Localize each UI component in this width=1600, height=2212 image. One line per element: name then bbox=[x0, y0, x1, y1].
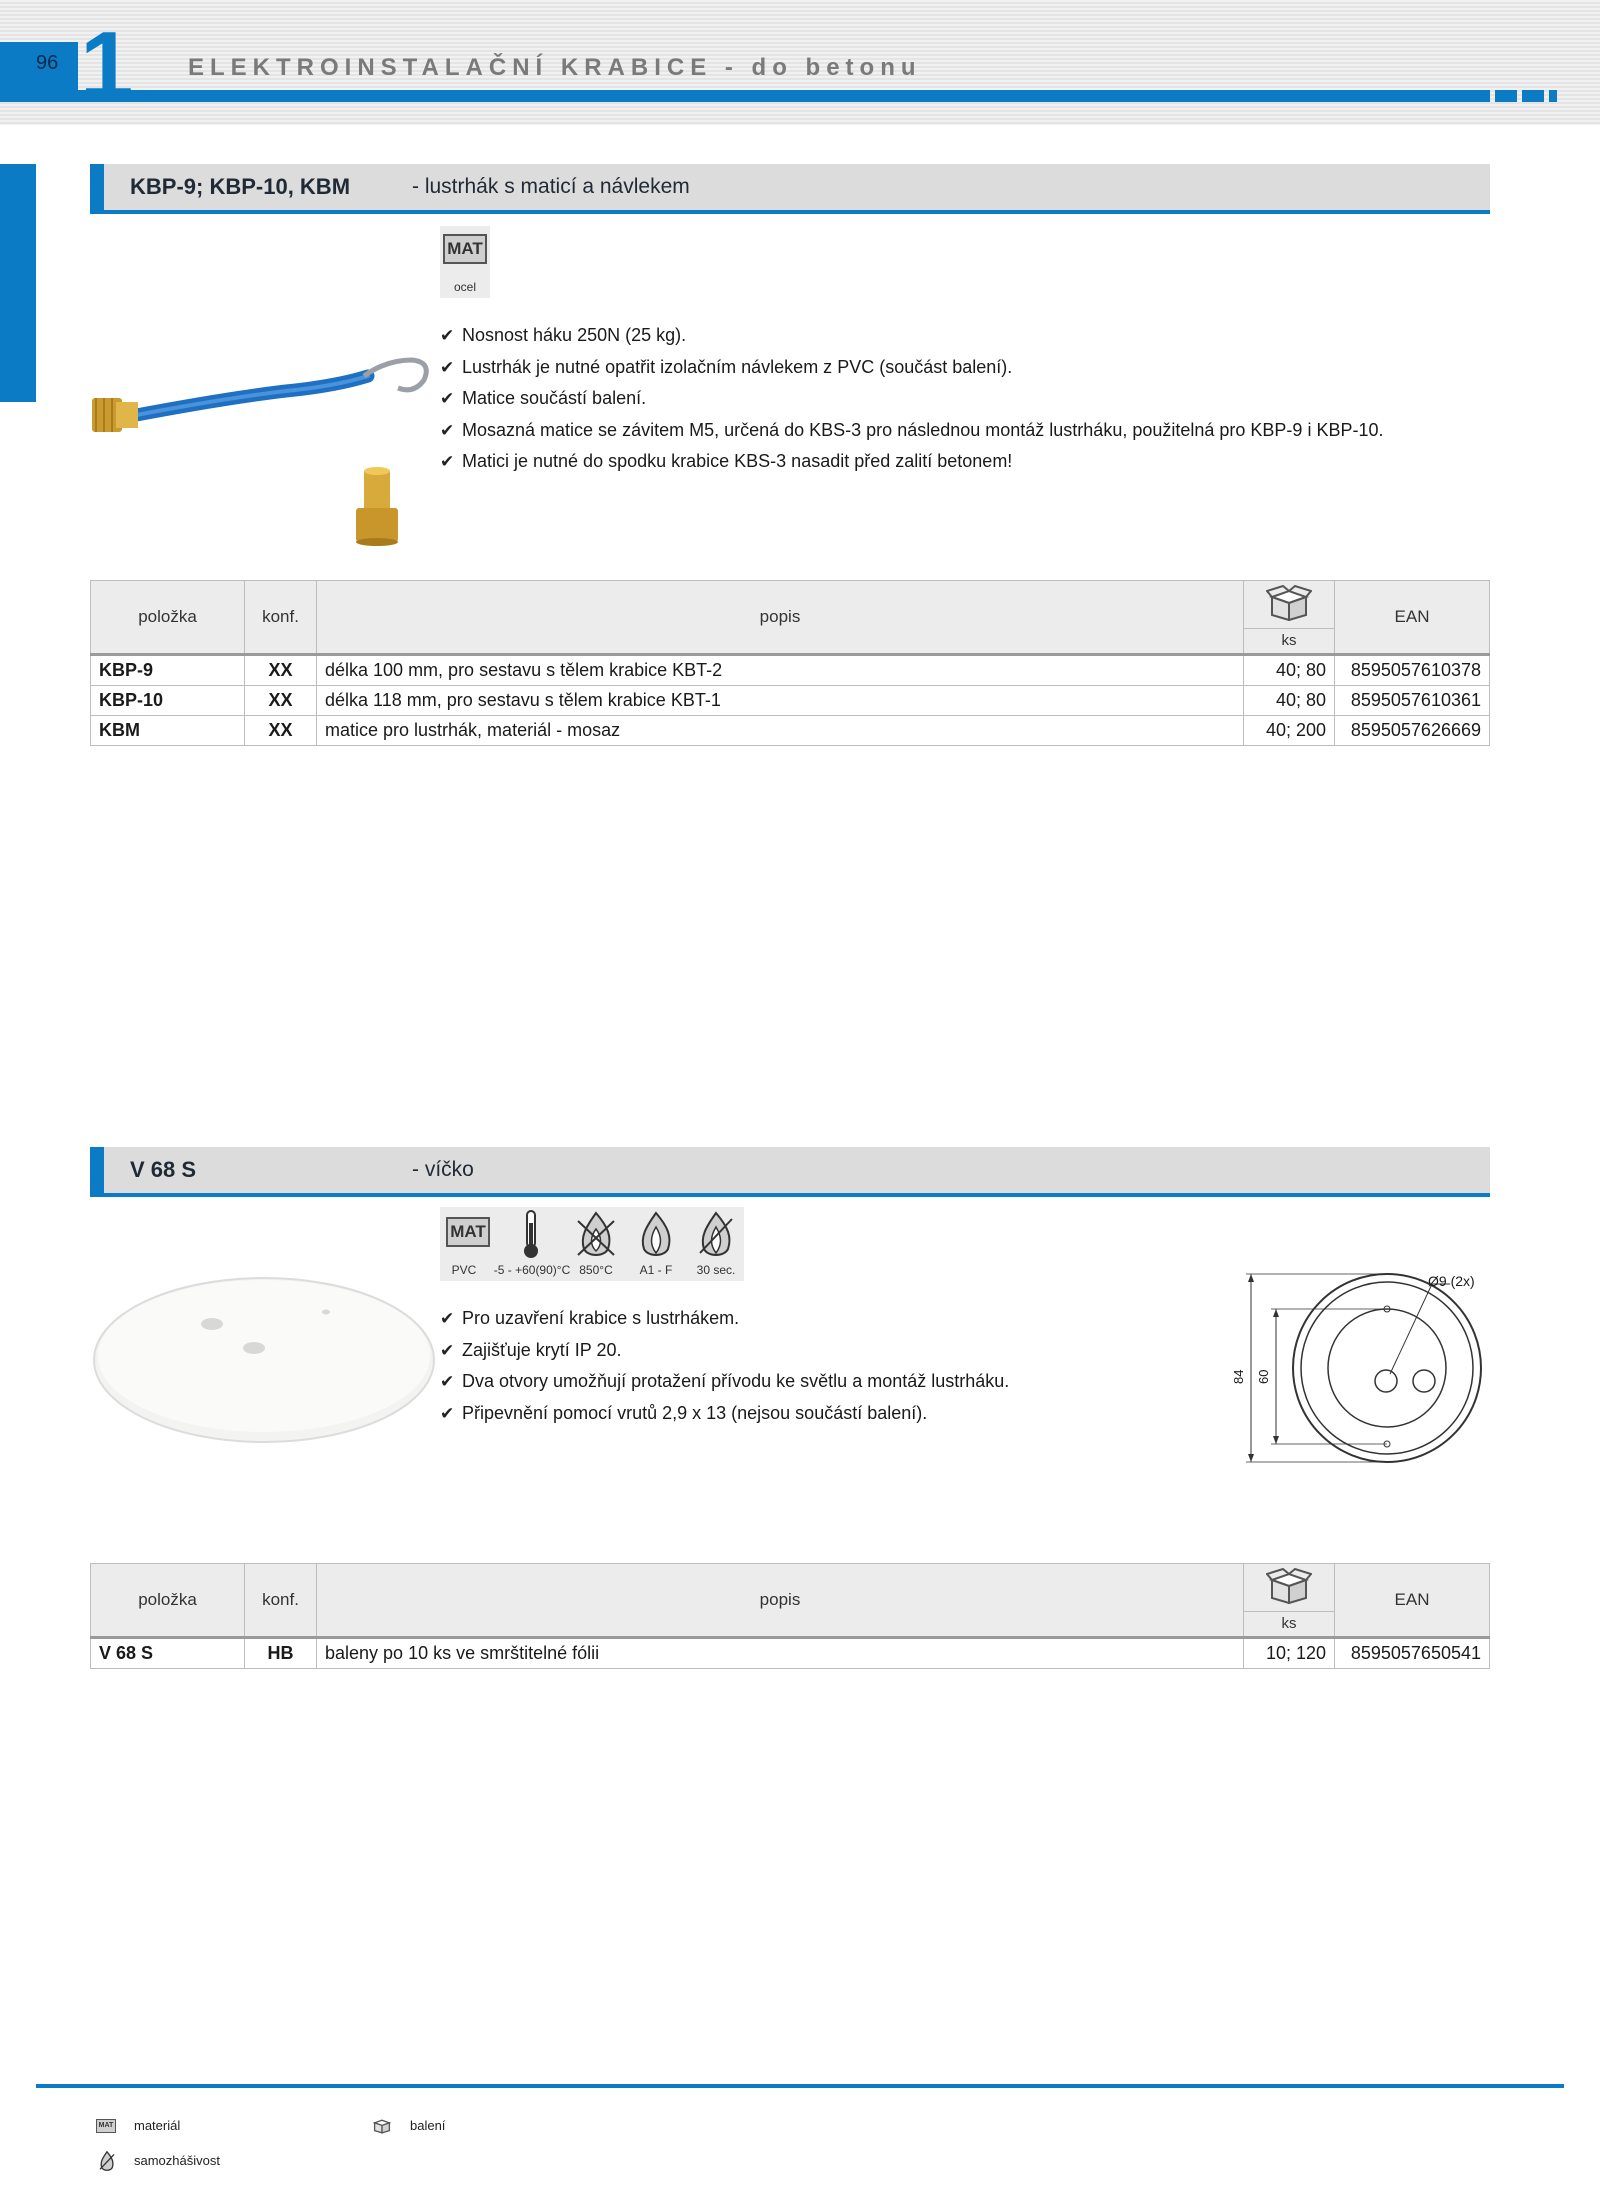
feature-item: ✔ Lustrhák je nutné opatřit izolačním návlekem z PVC (součást balení). bbox=[440, 352, 1383, 384]
legend-flame-icon bbox=[98, 2150, 116, 2172]
section-bar-kbp bbox=[90, 164, 1490, 214]
extinguish-time-label: 30 sec. bbox=[696, 1263, 736, 1277]
cell-item: KBP-9 bbox=[91, 655, 245, 686]
feature-list-kbp bbox=[440, 320, 1383, 478]
check-icon: ✔ bbox=[440, 1372, 455, 1392]
feature-item: ✔ Nosnost háku 250N (25 kg). bbox=[440, 320, 1383, 352]
material-label: PVC bbox=[451, 1263, 477, 1277]
section-code: V 68 S bbox=[130, 1157, 197, 1182]
feature-item: ✔ Pro uzavření krabice s lustrhákem. bbox=[440, 1303, 1009, 1335]
product-table-kbp bbox=[90, 580, 1490, 746]
glow-wire-label: 850°C bbox=[579, 1263, 613, 1277]
outer-dimension-label: 84 bbox=[1231, 1369, 1246, 1384]
chapter-number: 1 bbox=[80, 12, 134, 119]
cell-pack: 40; 80 bbox=[1244, 686, 1335, 716]
section-description: - víčko bbox=[412, 1158, 474, 1181]
table-row bbox=[91, 716, 1490, 746]
lustrhak-product-image bbox=[86, 346, 436, 556]
legend-mat-icon: MAT bbox=[96, 2119, 116, 2133]
box-icon bbox=[1266, 1566, 1312, 1604]
inner-dimension-label: 60 bbox=[1256, 1369, 1271, 1384]
cell-ean: 8595057650541 bbox=[1335, 1638, 1490, 1669]
material-label: ocel bbox=[453, 280, 476, 294]
legend-material: materiál bbox=[134, 2118, 181, 2133]
cell-desc: délka 100 mm, pro sestavu s tělem krabice KBT-2 bbox=[317, 655, 1244, 686]
cell-item: KBM bbox=[91, 716, 245, 746]
legend-packaging: balení bbox=[410, 2118, 446, 2133]
col-header-desc: popis bbox=[317, 1564, 1244, 1638]
check-icon: ✔ bbox=[440, 326, 455, 345]
feature-item: ✔ Matici je nutné do spodku krabice KBS-3 nasadit před zalití betonem! bbox=[440, 446, 1383, 478]
section-description: - lustrhák s maticí a návlekem bbox=[412, 175, 690, 198]
col-header-item: položka bbox=[91, 581, 245, 655]
col-header-item: položka bbox=[91, 1564, 245, 1638]
cell-pack: 40; 200 bbox=[1244, 716, 1335, 746]
check-icon: ✔ bbox=[440, 420, 455, 440]
section-code: KBP-9; KBP-10, KBM bbox=[130, 174, 351, 199]
header-rule bbox=[0, 90, 1490, 102]
cell-conf: XX bbox=[245, 716, 317, 746]
legend-box-icon bbox=[372, 2116, 392, 2134]
flame-class-label: A1 - F bbox=[639, 1263, 673, 1277]
self-extinguishing-icon bbox=[696, 1209, 736, 1259]
section-accent bbox=[90, 164, 104, 214]
col-header-pack bbox=[1244, 581, 1335, 629]
section-bar-v68s bbox=[90, 1147, 1490, 1197]
col-header-desc: popis bbox=[317, 581, 1244, 655]
header-square bbox=[1522, 90, 1544, 102]
hole-diameter-label: Ø9 (2x) bbox=[1428, 1273, 1475, 1289]
feature-list-v68s bbox=[440, 1303, 1009, 1429]
cell-item: V 68 S bbox=[91, 1638, 245, 1669]
col-header-ean: EAN bbox=[1335, 1564, 1490, 1638]
cell-conf: XX bbox=[245, 655, 317, 686]
footer-rule bbox=[36, 2084, 1564, 2088]
col-header-ean: EAN bbox=[1335, 581, 1490, 655]
header-square bbox=[1549, 90, 1557, 102]
flame-class-icon bbox=[636, 1209, 676, 1259]
col-header-pack-unit: ks bbox=[1244, 1611, 1335, 1637]
feature-item: ✔ Připevnění pomocí vrutů 2,9 x 13 (nejsou součástí balení). bbox=[440, 1398, 1009, 1430]
page-number: 96 bbox=[36, 52, 59, 74]
section-accent bbox=[90, 1147, 104, 1197]
cell-conf: XX bbox=[245, 686, 317, 716]
header-square bbox=[1495, 90, 1517, 102]
cell-ean: 8595057626669 bbox=[1335, 716, 1490, 746]
check-icon: ✔ bbox=[440, 389, 455, 409]
table-row bbox=[91, 1638, 1490, 1669]
material-icon-box bbox=[440, 226, 490, 298]
page-title: ELEKTROINSTALAČNÍ KRABICE - do betonu bbox=[188, 54, 922, 81]
chapter-side-tab bbox=[0, 164, 36, 402]
col-header-conf: konf. bbox=[245, 1564, 317, 1638]
cell-item: KBP-10 bbox=[91, 686, 245, 716]
table-row bbox=[91, 686, 1490, 716]
cell-conf: HB bbox=[245, 1638, 317, 1669]
box-icon bbox=[1266, 583, 1312, 621]
glow-wire-icon bbox=[574, 1209, 618, 1259]
check-icon: ✔ bbox=[440, 452, 455, 472]
table-row bbox=[91, 655, 1490, 686]
feature-item: ✔ Zajišťuje krytí IP 20. bbox=[440, 1335, 1009, 1367]
product-table-v68s bbox=[90, 1563, 1490, 1669]
cell-ean: 8595057610361 bbox=[1335, 686, 1490, 716]
feature-item: ✔ Mosazná matice se závitem M5, určená do KBS-3 pro následnou montáž lustrháku, použitelná pro KBP-9 i KBP-10. bbox=[440, 415, 1383, 447]
property-icon-strip bbox=[440, 1207, 744, 1281]
thermometer-icon bbox=[518, 1209, 544, 1261]
cell-desc: matice pro lustrhák, materiál - mosaz bbox=[317, 716, 1244, 746]
cover-product-image bbox=[86, 1256, 442, 1456]
check-icon: ✔ bbox=[440, 357, 455, 377]
cell-pack: 40; 80 bbox=[1244, 655, 1335, 686]
col-header-pack bbox=[1244, 1564, 1335, 1612]
cell-ean: 8595057610378 bbox=[1335, 655, 1490, 686]
check-icon: ✔ bbox=[440, 1403, 455, 1423]
feature-item: ✔ Matice součástí balení. bbox=[440, 383, 1383, 415]
mat-badge: MAT bbox=[446, 1217, 490, 1247]
temperature-label: -5 - +60(90)°C bbox=[493, 1263, 571, 1277]
col-header-conf: konf. bbox=[245, 581, 317, 655]
check-icon: ✔ bbox=[440, 1340, 455, 1360]
cell-desc: baleny po 10 ks ve smrštitelné fólii bbox=[317, 1638, 1244, 1669]
cell-desc: délka 118 mm, pro sestavu s tělem krabice KBT-1 bbox=[317, 686, 1244, 716]
col-header-pack-unit: ks bbox=[1244, 628, 1335, 654]
check-icon: ✔ bbox=[440, 1309, 455, 1328]
mat-badge: MAT bbox=[443, 234, 487, 264]
feature-item: ✔ Dva otvory umožňují protažení přívodu ke světlu a montáž lustrháku. bbox=[440, 1366, 1009, 1398]
cell-pack: 10; 120 bbox=[1244, 1638, 1335, 1669]
legend-flammability: samozhášivost bbox=[134, 2153, 220, 2168]
